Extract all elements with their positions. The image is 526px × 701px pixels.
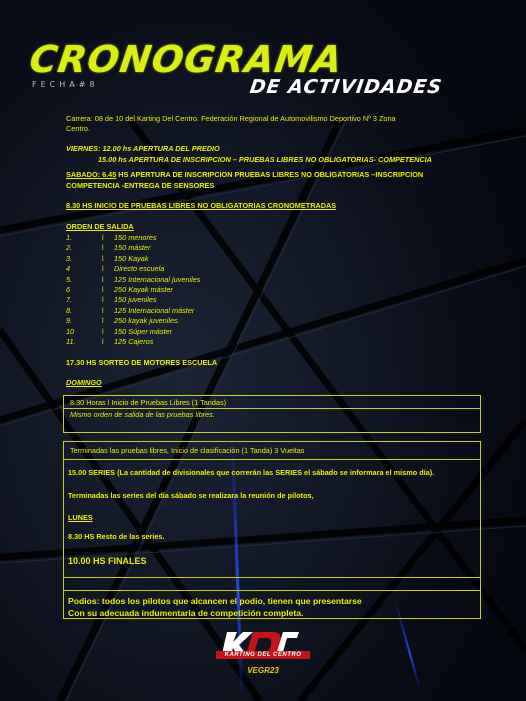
list-item-category: 150 máster [114,243,151,253]
sponsor-logo: VEGR23 [247,666,279,675]
list-item-separator: l [102,233,104,242]
list-item-separator: l [102,253,104,263]
lunes-heading: LUNES [68,513,93,522]
list-item-category: 250 kayak juveniles. [114,316,180,326]
list-item-separator: l [102,285,104,294]
list-item-separator: l [102,305,104,315]
fecha-label: FECHA#8 [32,80,99,89]
logo-subtitle: KARTING DEL CENTRO [216,651,310,659]
finales-line: 10.00 HS FINALES [68,556,147,566]
list-item-number: 4 [66,264,71,274]
divider [63,590,481,591]
clasificacion-row: Terminadas las pruebas libres, Inicio de clasificación (1 Tanda) 3 Vueltas [70,446,305,455]
list-item-category: 150 Súper máster [114,326,173,336]
list-item-separator: l [102,316,104,326]
list-item-number: 10 [66,326,75,336]
divider [63,577,481,578]
list-item-number: 7. [66,295,73,305]
list-item-separator: l [102,274,104,284]
list-item-category: 125 Internacional máster [114,305,195,315]
sabado-label: SABADO: 6.45 [66,170,117,179]
domingo-heading: DOMINGO [66,378,102,387]
resto-series: 8.30 HS Resto de las series. [68,532,165,541]
viernes-line-2: 15.00 hs APERTURA DE INSCRIPCION – PRUEBAS LIBRES NO OBLIGATORIAS- COMPETENCIA [98,155,432,164]
list-item-separator: l [102,295,104,305]
list-item-category: 150 Kayak [114,253,149,263]
list-item-number: 3. [66,253,73,263]
inicio-pruebas: 8.30 HS INICIO DE PRUEBAS LIBRES NO OBLIGATORIAS CRONOMETRADAS [66,201,337,210]
page-subtitle: DE ACTIVIDADES [248,76,444,98]
list-item-number: 8. [66,305,73,315]
list-item-number: 9. [66,316,73,326]
series-line: 15.00 SERIES (La cantidad de divisionales que correrán las SERIES el sábado se informara el mismo día). [68,468,435,477]
intro-line-2: Centro. [66,124,90,133]
list-item-separator: l [102,243,104,253]
list-item-category: 150 juveniles [114,295,157,305]
podio-line-1: Podios: todos los pilotos que alcancen el podio, tienen que presentarse [68,596,362,606]
list-item-number: 6 [66,285,71,294]
sabado-line-1-rest: HS APERTURA DE INSCRIPCION PRUEBAS LIBRES NO OBLIGATORIAS –INSCRIPCION [116,170,424,179]
domingo-row-1: 8.30 Horas l Inicio de Pruebas Libres (1 Tandas) [70,398,227,407]
page-title: CRONOGRAMA [26,38,346,81]
domingo-row-1b: Mismo orden de salida de las pruebas libres. [70,410,215,419]
list-item-number: 5. [66,274,73,284]
list-item-number: 1. [66,233,73,242]
sabado-line-1 [66,170,423,180]
reunion-line: Terminadas las series del día sábado se realizara la reunión de pilotos, [68,491,314,500]
divider [63,408,481,409]
podio-line-2: Con su adecuada indumentaria de competición completa. [68,608,304,618]
sabado-line-2: COMPETENCIA -ENTREGA DE SENSORES [66,181,215,190]
list-item-category: 125 Cajeros [114,337,154,346]
list-item-category: 150 menores [114,233,157,242]
list-item-category: 125 Internacional juveniles [114,274,201,284]
list-item-number: 2. [66,243,73,253]
list-item-number: 11. [66,337,76,346]
divider [63,459,481,460]
orden-heading: ORDEN DE SALIDA [66,222,134,231]
sorteo-line: 17.30 HS SORTEO DE MOTORES ESCUELA [66,358,218,367]
list-item-separator: l [102,326,104,336]
viernes-line-1: VIERNES: 12.00 hs APERTURA DEL PREDIO [66,144,220,153]
intro-line-1: Carrera: 08 de 10 del Karting Del Centro. Federación Regional de Automovilismo Deportivo Nº 3 Zona [66,114,396,123]
list-item-category: 250 Kayak máster [114,285,173,294]
list-item-separator: l [102,264,104,274]
list-item-category: Directo escuela [114,264,165,274]
list-item-separator: l [102,337,104,346]
